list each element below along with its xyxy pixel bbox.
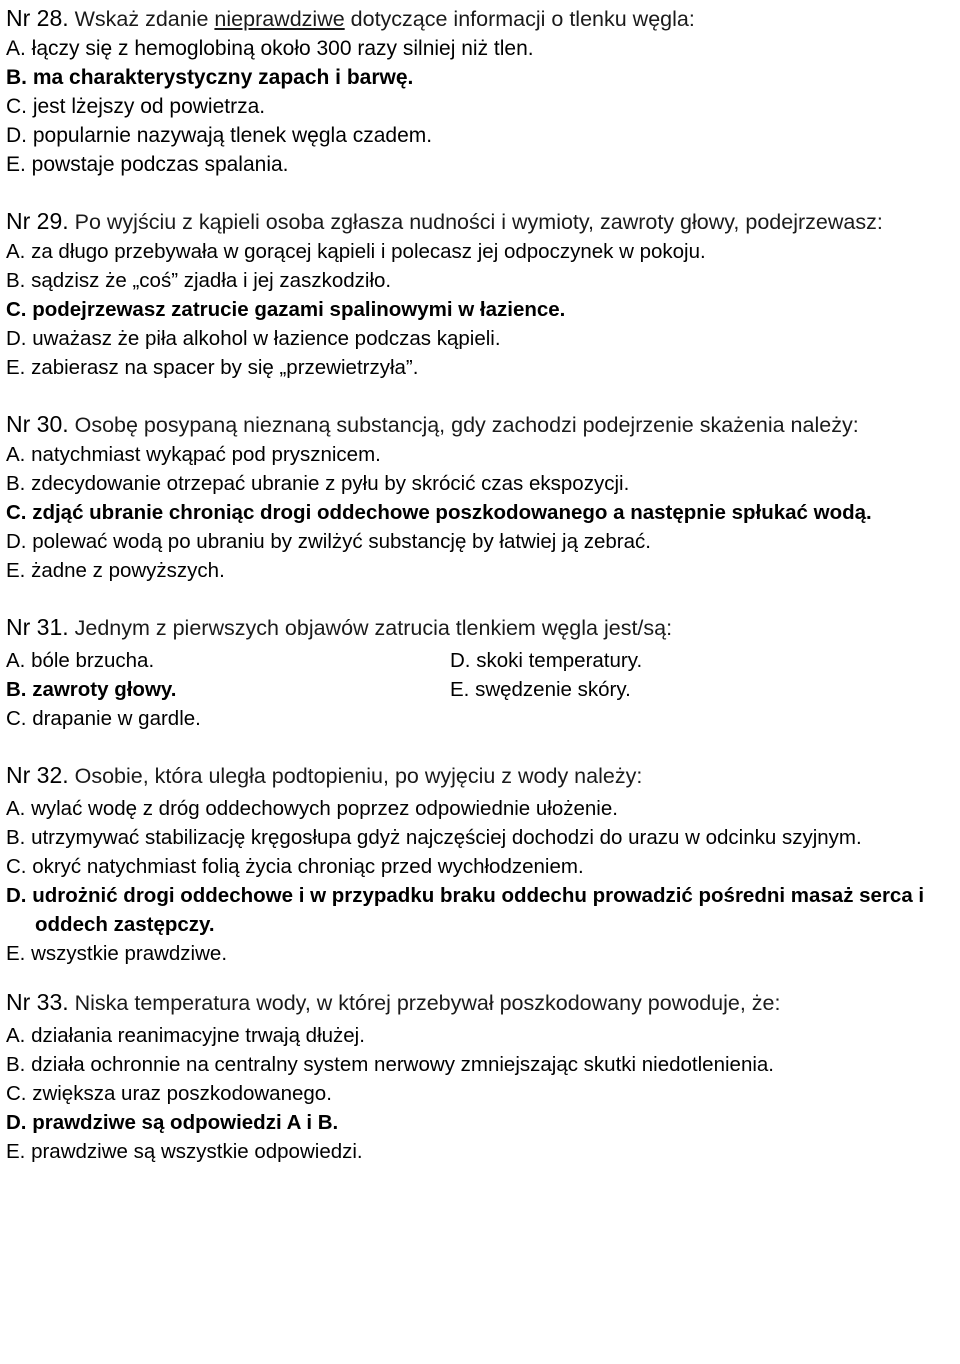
- answer-option: [450, 646, 950, 675]
- question-29-title: [6, 207, 956, 237]
- answer-text: zwiększa uraz poszkodowanego.: [26, 1082, 332, 1105]
- question-text: dotyczące informacji o tlenku węgla:: [344, 7, 695, 31]
- question-30-title: [6, 410, 956, 440]
- answer-text: żadne z powyższych.: [25, 559, 225, 582]
- answer-text: utrzymywać stabilizację kręgosłupa gdyż najczęściej dochodzi do urazu w odcinku szyjnym.: [25, 826, 862, 849]
- answer-text: drapanie w gardle.: [26, 707, 201, 730]
- question-28-title: [6, 4, 956, 34]
- answer-option: [6, 794, 956, 823]
- answer-option: [6, 121, 956, 150]
- answer-label: C.: [6, 501, 27, 524]
- question-number: Nr 31.: [6, 614, 69, 640]
- answer-option: [6, 469, 956, 498]
- answer-text: prawdziwe są odpowiedzi A i B.: [26, 1111, 339, 1134]
- question-30: [6, 410, 956, 585]
- answer-option: [6, 939, 956, 968]
- answer-label: B.: [6, 472, 26, 495]
- question-28: [6, 4, 956, 179]
- answer-label: E.: [6, 942, 26, 965]
- question-32-title: [6, 761, 956, 791]
- answer-option: [6, 237, 956, 266]
- question-text: Osobie, która uległa podtopieniu, po wyjęciu z wody należy:: [68, 764, 643, 788]
- question-29: [6, 207, 956, 382]
- answer-text: natychmiast wykąpać pod prysznicem.: [25, 443, 381, 466]
- question-text: Osobę posypaną nieznaną substancją, gdy zachodzi podejrzenie skażenia należy:: [68, 413, 859, 437]
- answer-text: udrożnić drogi oddechowe i w przypadku braku oddechu prowadzić pośredni masaż serca i oddech zastępczy.: [26, 884, 925, 936]
- answer-option: [6, 1137, 956, 1166]
- answer-text: zdjąć ubranie chroniąc drogi oddechowe poszkodowanego a następnie spłukać wodą.: [26, 501, 872, 524]
- question-32: [6, 761, 956, 968]
- answer-label: D.: [450, 649, 471, 672]
- answer-text: wylać wodę z dróg oddechowych poprzez odpowiednie ułożenie.: [25, 797, 618, 820]
- answer-option: [6, 823, 956, 852]
- answer-label: C.: [6, 95, 27, 118]
- answer-text: sądzisz że „coś” zjadła i jej zaszkodziło.: [25, 269, 392, 292]
- answer-option: [6, 852, 956, 881]
- answer-label: E.: [450, 678, 470, 701]
- answer-label: C.: [6, 298, 27, 321]
- answer-text: polewać wodą po ubraniu by zwilżyć substancję by łatwiej ją zebrać.: [26, 530, 651, 553]
- question-number: Nr 28.: [6, 5, 69, 31]
- answer-option: [6, 150, 956, 179]
- answer-label: C.: [6, 707, 27, 730]
- answer-label: A.: [6, 443, 26, 466]
- answer-text: okryć natychmiast folią życia chroniąc przed wychłodzeniem.: [26, 855, 584, 878]
- answer-label: D.: [6, 884, 27, 907]
- answer-option: [6, 1021, 956, 1050]
- quiz-page: [6, 4, 956, 1166]
- answer-option: [6, 1079, 956, 1108]
- answer-text: ma charakterystyczny zapach i barwę.: [27, 66, 414, 89]
- answer-text: prawdziwe są wszystkie odpowiedzi.: [25, 1140, 363, 1163]
- answer-option: [6, 646, 450, 675]
- question-number: Nr 30.: [6, 411, 69, 437]
- answer-option-correct: [6, 63, 956, 92]
- answer-text: bóle brzucha.: [25, 649, 155, 672]
- answer-text: zabierasz na spacer by się „przewietrzyła”.: [25, 356, 419, 379]
- answer-label: A.: [6, 649, 26, 672]
- answer-text: łączy się z hemoglobiną około 300 razy silniej niż tlen.: [25, 37, 534, 60]
- answer-option: [6, 353, 956, 382]
- answer-label: D.: [6, 124, 27, 147]
- answer-option: [6, 556, 956, 585]
- answer-label: E.: [6, 153, 26, 176]
- question-31: [6, 613, 956, 733]
- answer-option: [6, 704, 450, 733]
- answer-label: B.: [6, 678, 27, 701]
- answer-text: za długo przebywała w gorącej kąpieli i polecasz jej odpoczynek w pokoju.: [25, 240, 706, 263]
- answer-text: działa ochronnie na centralny system nerwowy zmniejszając skutki niedotlenienia.: [25, 1053, 774, 1076]
- answer-label: A.: [6, 240, 26, 263]
- answer-option: [6, 92, 956, 121]
- answer-label: C.: [6, 855, 27, 878]
- answer-text: jest lżejszy od powietrza.: [27, 95, 266, 118]
- question-emphasis: nieprawdziwe: [214, 7, 345, 31]
- answer-text: działania reanimacyjne trwają dłużej.: [25, 1024, 365, 1047]
- answer-option: [6, 34, 956, 63]
- answer-label: E.: [6, 356, 26, 379]
- answer-option: [6, 1050, 956, 1079]
- answer-text: swędzenie skóry.: [469, 678, 631, 701]
- answer-option-correct: [6, 675, 450, 704]
- answer-text: uważasz że piła alkohol w łazience podczas kąpieli.: [26, 327, 501, 350]
- answer-label: C.: [6, 1082, 27, 1105]
- question-33: [6, 988, 956, 1166]
- answer-label: D.: [6, 1111, 27, 1134]
- question-text: Jednym z pierwszych objawów zatrucia tlenkiem węgla jest/są:: [68, 616, 673, 640]
- answer-label: B.: [6, 66, 27, 89]
- answer-option-correct: [6, 498, 956, 527]
- answer-option: [6, 527, 956, 556]
- answer-label: E.: [6, 559, 26, 582]
- answer-grid: [6, 646, 956, 733]
- answer-label: A.: [6, 1024, 26, 1047]
- question-number: Nr 29.: [6, 208, 69, 234]
- question-33-title: [6, 988, 956, 1018]
- answer-label: D.: [6, 530, 27, 553]
- answer-option-correct: [6, 295, 956, 324]
- answer-text: skoki temperatury.: [470, 649, 643, 672]
- answer-option-correct: [6, 881, 956, 939]
- answer-text: popularnie nazywają tlenek węgla czadem.: [27, 124, 433, 147]
- question-number: Nr 33.: [6, 989, 69, 1015]
- answer-label: B.: [6, 826, 26, 849]
- answer-label: B.: [6, 1053, 26, 1076]
- answer-option: [450, 675, 950, 704]
- answer-text: zawroty głowy.: [26, 678, 177, 701]
- answer-text: powstaje podczas spalania.: [25, 153, 289, 176]
- answer-label: D.: [6, 327, 27, 350]
- answer-label: E.: [6, 1140, 26, 1163]
- question-text: Wskaż zdanie: [68, 7, 215, 31]
- question-number: Nr 32.: [6, 762, 69, 788]
- question-text: Po wyjściu z kąpieli osoba zgłasza nudności i wymioty, zawroty głowy, podejrzewasz:: [68, 210, 883, 234]
- answer-label: B.: [6, 269, 26, 292]
- answer-option: [6, 324, 956, 353]
- question-31-title: [6, 613, 956, 643]
- answer-option: [6, 440, 956, 469]
- answer-text: zdecydowanie otrzepać ubranie z pyłu by skrócić czas ekspozycji.: [25, 472, 630, 495]
- answer-label: A.: [6, 37, 26, 60]
- answer-text: podejrzewasz zatrucie gazami spalinowymi w łazience.: [26, 298, 566, 321]
- answer-option: [6, 266, 956, 295]
- answer-option-correct: [6, 1108, 956, 1137]
- answer-label: A.: [6, 797, 26, 820]
- question-text: Niska temperatura wody, w której przebywał poszkodowany powoduje, że:: [68, 991, 781, 1015]
- answer-text: wszystkie prawdziwe.: [25, 942, 228, 965]
